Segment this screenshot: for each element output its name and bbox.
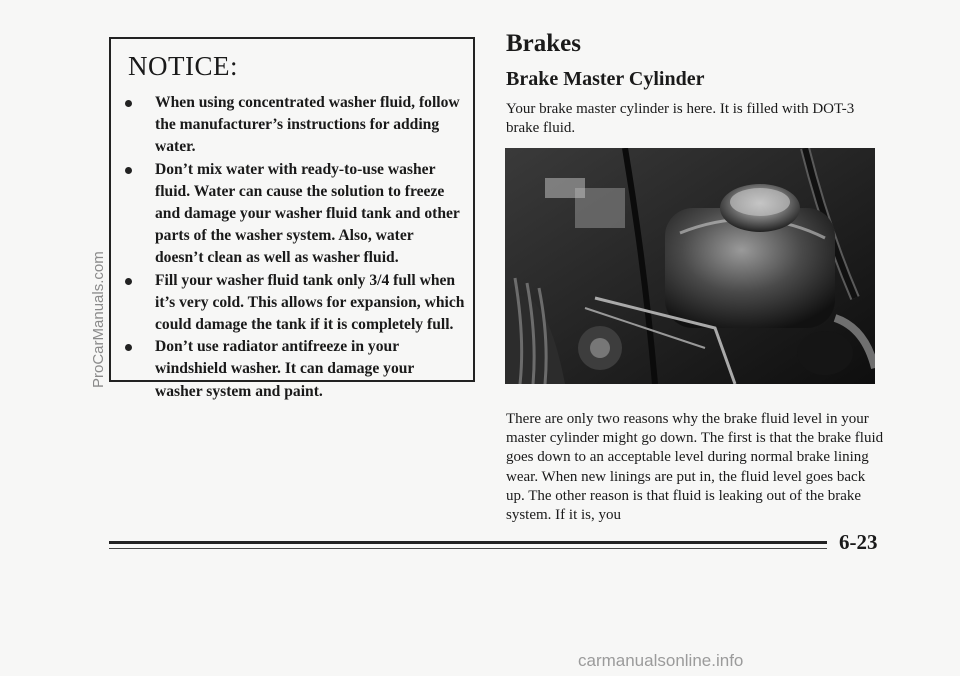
notice-item — [125, 159, 465, 270]
notice-item-text: Fill your washer fluid tank only 3/4 full when it’s very cold. This allows for expansion, which could damage the tank if it is completely full. — [155, 271, 465, 334]
notice-item — [125, 92, 465, 159]
footer-rule-thin — [109, 548, 827, 549]
watermark-side: ProCarManuals.com — [90, 251, 107, 388]
engine-bay-illustration — [505, 148, 875, 384]
notice-title: NOTICE: — [128, 51, 238, 81]
section-title: Brakes — [506, 30, 581, 57]
footer-rule — [109, 541, 827, 544]
watermark-bottom: carmanualsonline.info — [578, 651, 744, 670]
bullet-icon — [125, 278, 132, 285]
page-number: 6-23 — [839, 530, 878, 554]
intro-paragraph: Your brake master cylinder is here. It is filled with DOT-3 brake fluid. — [506, 101, 855, 136]
notice-list — [125, 92, 465, 403]
brake-master-cylinder-photo — [505, 148, 875, 384]
body-paragraph: There are only two reasons why the brake fluid level in your master cylinder might go down. The first is that the brake fluid goes down to an acceptable level during normal brake lining wear. When new linings are put in, the fluid level goes back up. The other reason is that fluid is leaking out of the brake system. If it is, you — [506, 411, 884, 524]
notice-item — [125, 270, 465, 337]
bullet-icon — [125, 100, 132, 107]
notice-item — [125, 336, 465, 403]
bullet-icon — [125, 344, 132, 351]
notice-item-text: When using concentrated washer fluid, follow the manufacturer’s instructions for adding water. — [155, 94, 460, 156]
subsection-title: Brake Master Cylinder — [506, 68, 705, 90]
notice-item-text: Don’t mix water with ready-to-use washer fluid. Water can cause the solution to freeze and damage your washer fluid tank and other parts of the washer system. Also, water doesn’t clean as well as washer fluid. — [155, 160, 460, 267]
bullet-icon — [125, 167, 132, 174]
notice-box — [109, 37, 475, 400]
notice-item-text: Don’t use radiator antifreeze in your windshield washer. It can damage your washer system and paint. — [155, 338, 415, 400]
